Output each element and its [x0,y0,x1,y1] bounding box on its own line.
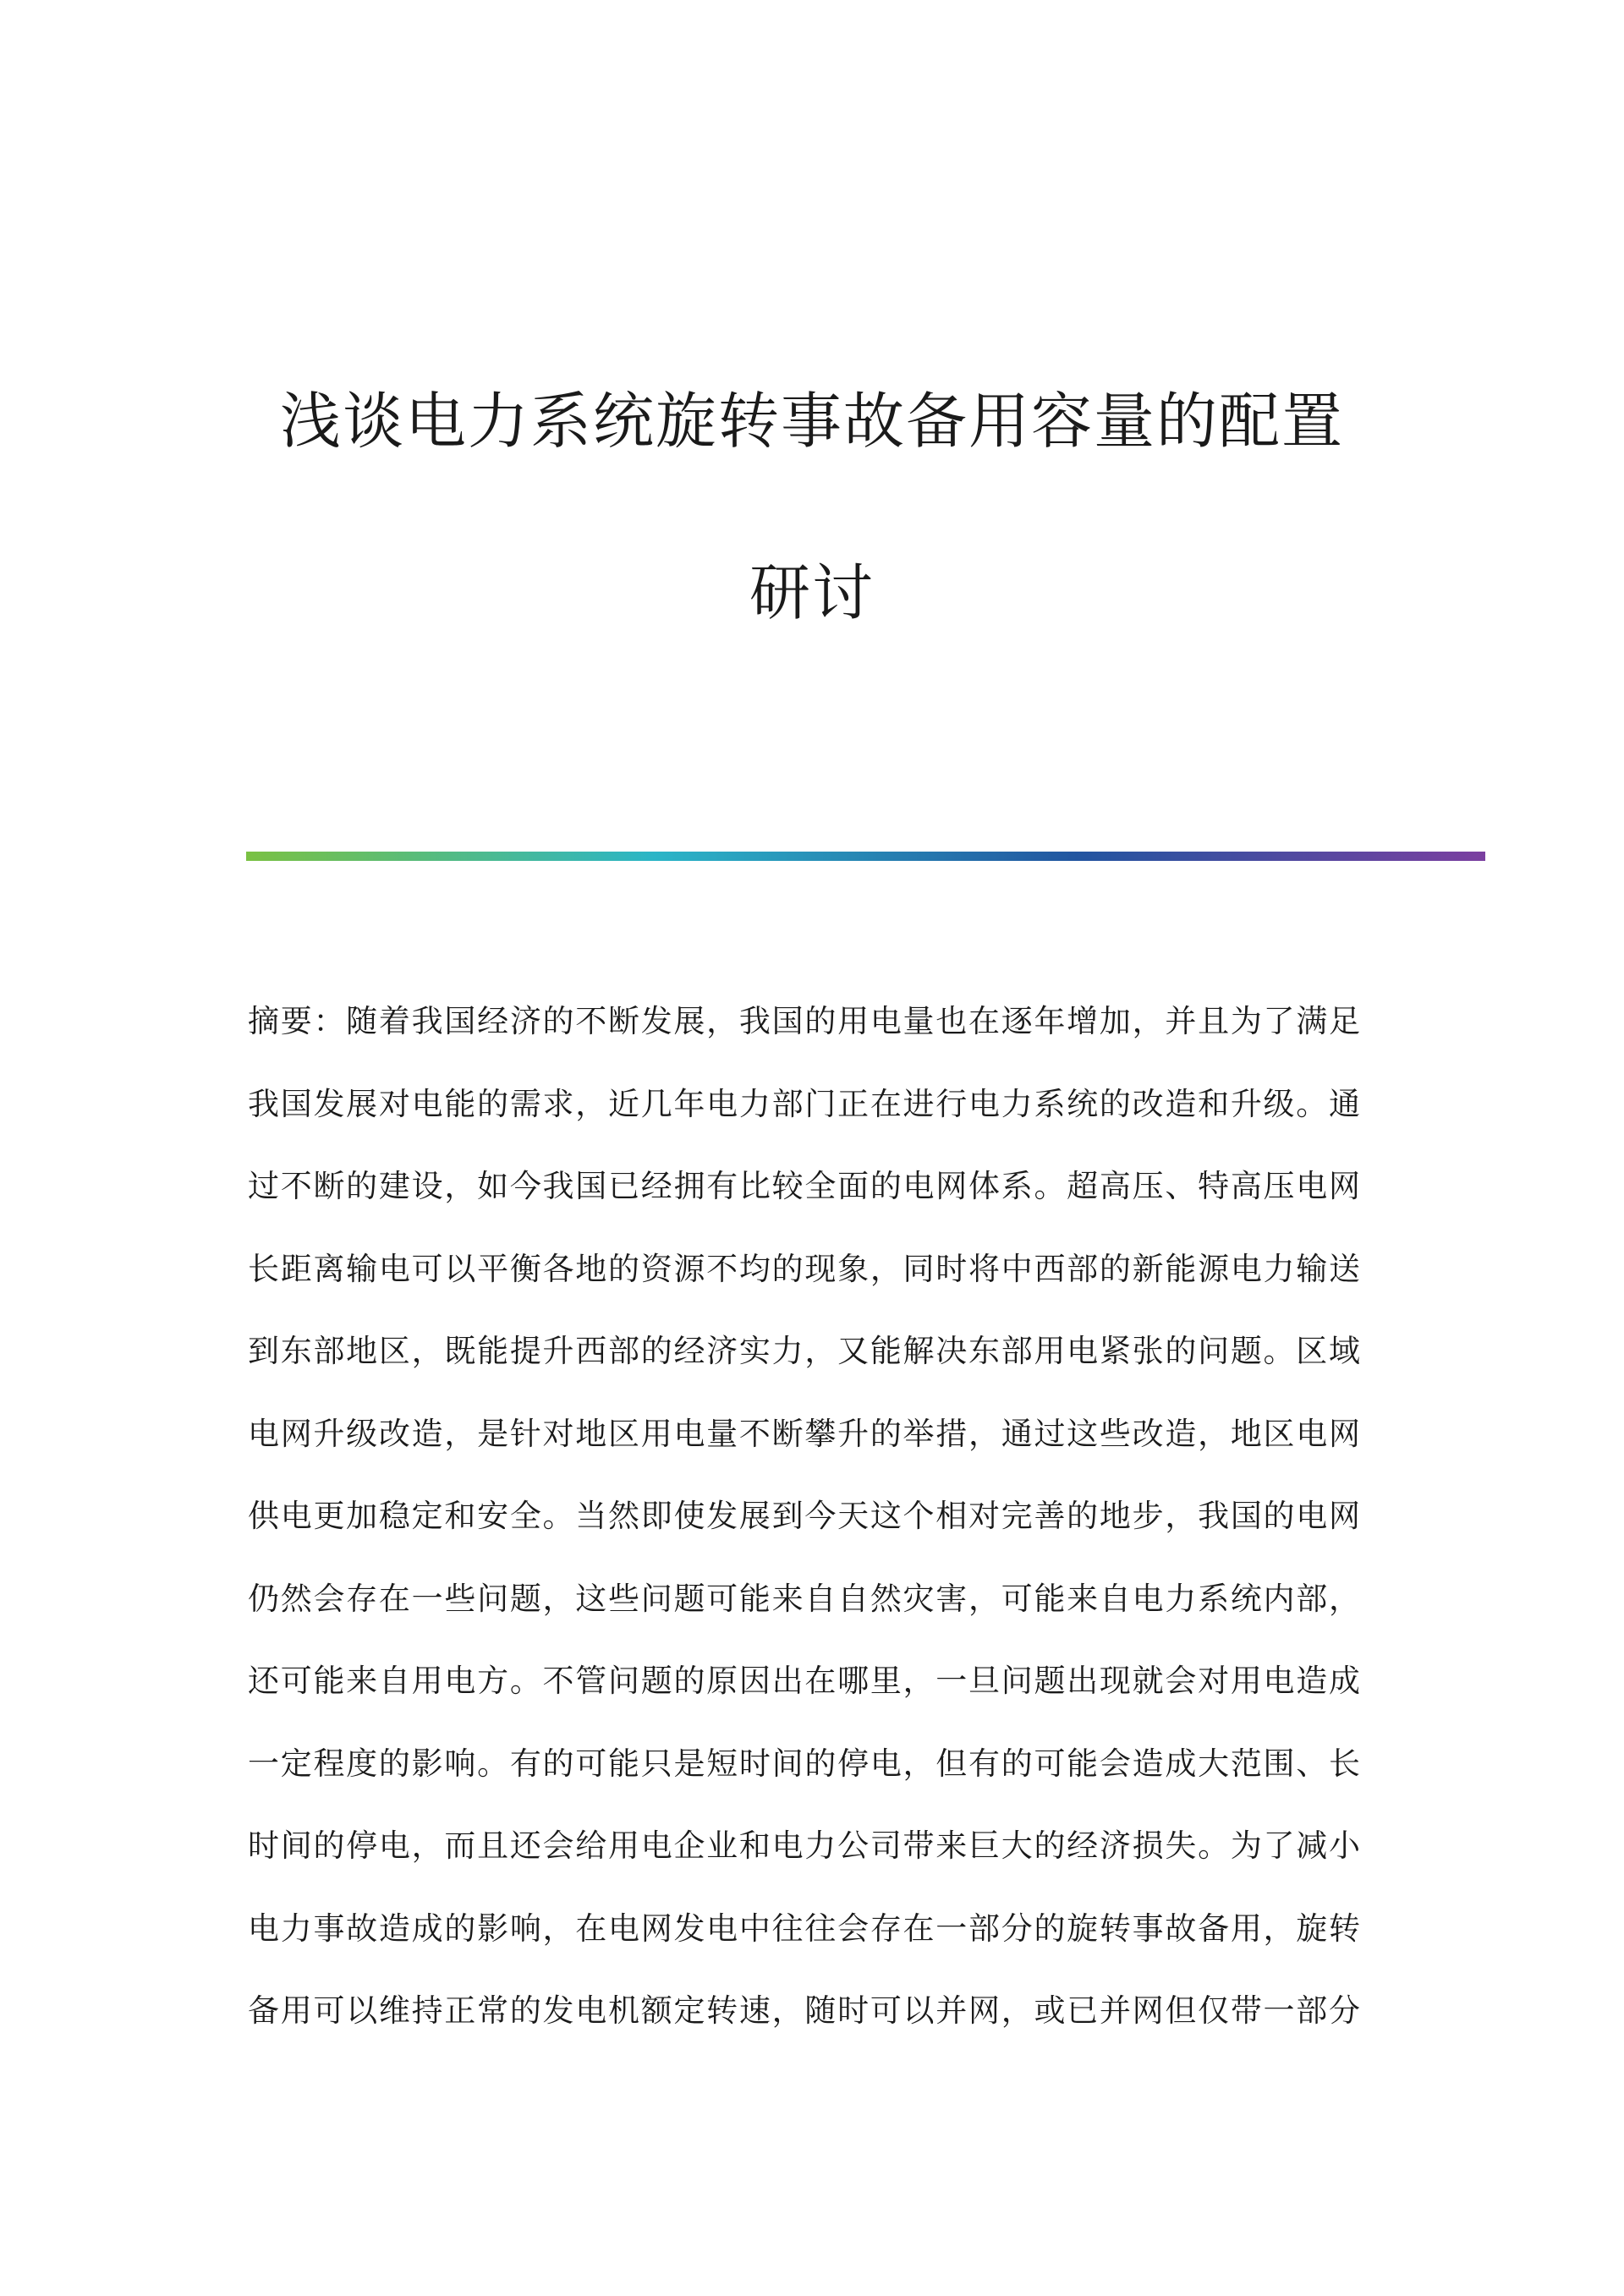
document-title-line-2: 研讨 [749,557,875,628]
abstract-line: 时间的停电，而且还会给用电企业和电力公司带来巨大的经济损失。为了减小 [248,1827,1360,1864]
abstract-paragraph [248,996,1360,2069]
title-divider [246,852,1485,861]
abstract-line: 仍然会存在一些问题，这些问题可能来自自然灾害，可能来自电力系统内部， [248,1580,1360,1617]
abstract-line: 到东部地区，既能提升西部的经济实力，又能解决东部用电紧张的问题。区域 [248,1333,1360,1369]
abstract-line: 备用可以维持正常的发电机额定转速，随时可以并网，或已并网但仅带一部分 [248,1992,1360,2029]
abstract-line: 还可能来自用电方。不管问题的原因出在哪里，一旦问题出现就会对用电造成 [248,1663,1360,1699]
abstract-line: 电网升级改造，是针对地区用电量不断攀升的举措，通过这些改造，地区电网 [248,1415,1360,1452]
abstract-line: 过不断的建设，如今我国已经拥有比较全面的电网体系。超高压、特高压电网 [248,1168,1360,1204]
document-title-line-1: 浅谈电力系统旋转事故备用容量的配置 [279,386,1344,457]
abstract-line: 电力事故造成的影响，在电网发电中往往会存在一部分的旋转事故备用，旋转 [248,1910,1360,1947]
abstract-line: 一定程度的影响。有的可能只是短时间的停电，但有的可能会造成大范围、长 [248,1745,1360,1782]
abstract-line: 摘要：随着我国经济的不断发展，我国的用电量也在逐年增加，并且为了满足 [248,1003,1360,1039]
abstract-line: 我国发展对电能的需求，近几年电力部门正在进行电力系统的改造和升级。通 [248,1085,1360,1122]
abstract-line: 长距离输电可以平衡各地的资源不均的现象，同时将中西部的新能源电力输送 [248,1250,1360,1287]
abstract-line: 供电更加稳定和安全。当然即使发展到今天这个相对完善的地步，我国的电网 [248,1498,1360,1534]
